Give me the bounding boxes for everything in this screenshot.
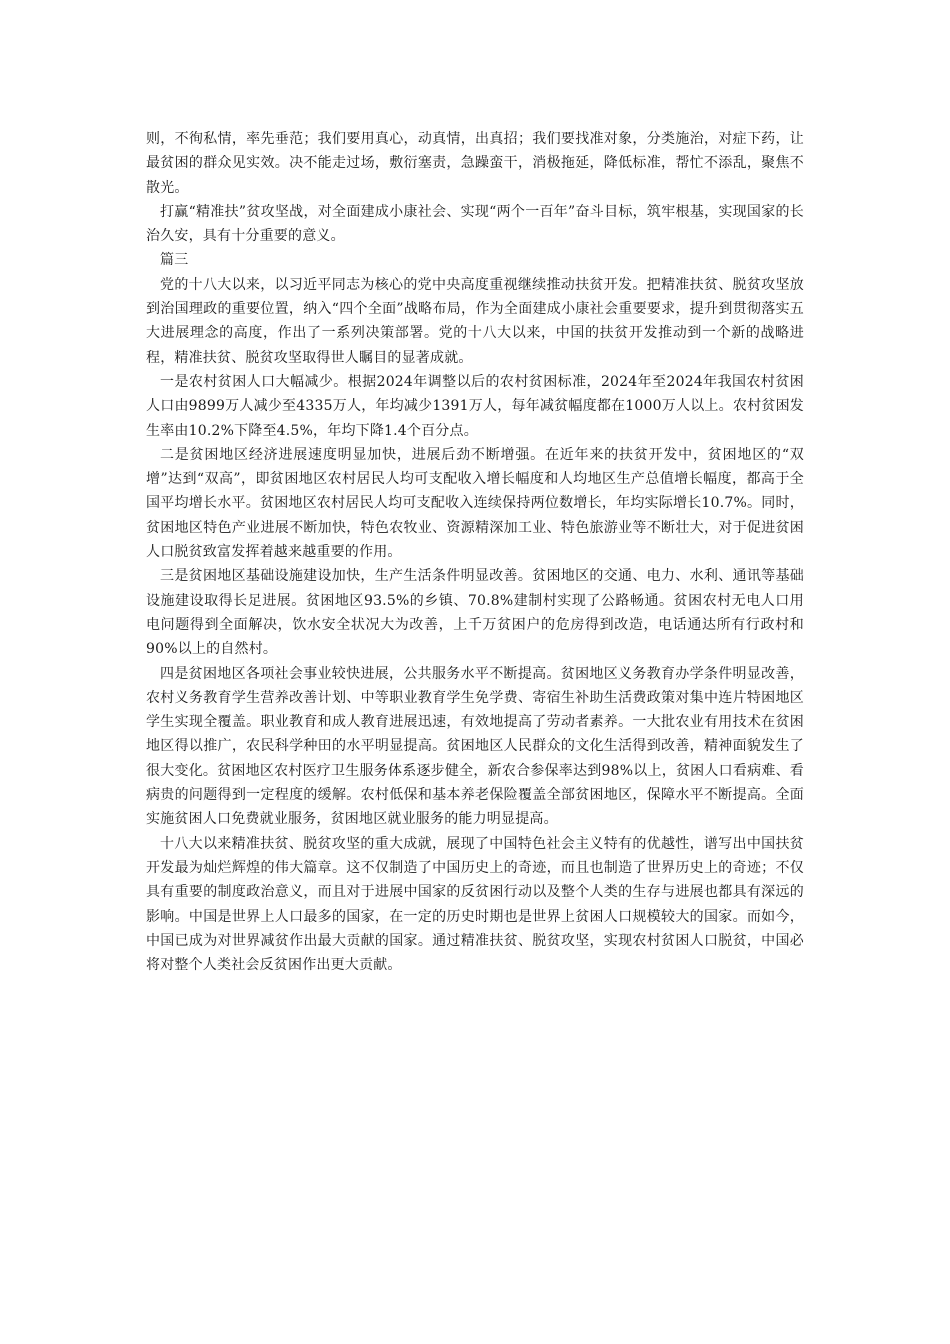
paragraph-continuation: 则，不徇私情，率先垂范；我们要用真心，动真情，出真招；我们要找准对象，分类施治，对症下药，让最贫困的群众见实效。决不能走过场，敷衍塞责，急躁蛮干，消极拖延，降低标准，帮忙不添乱，聚焦不散光。: [146, 131, 804, 196]
paragraph-point-four: 四是贫困地区各项社会事业较快进展，公共服务水平不断提高。贫困地区义务教育办学条件明显改善，农村义务教育学生营养改善计划、中等职业教育学生免学费、寄宿生补助生活费政策对集中连片特困地区学生实现全覆盖。职业教育和成人教育进展迅速，有效地提高了劳动者素养。一大批农业有用技术在贫困地区得以推广，农民科学种田的水平明显提高。贫困地区人民群众的文化生活得到改善，精神面貌发生了很大变化。贫困地区农村医疗卫生服务体系逐步健全，新农合参保率达到98%以上，贫困人口看病难、看病贵的问题得到一定程度的缓解。农村低保和基本养老保险覆盖全部贫困地区，保障水平不断提高。全面实施贫困人口免费就业服务，贫困地区就业服务的能力明显提高。: [146, 665, 804, 828]
paragraph-point-three: 三是贫困地区基础设施建设加快，生产生活条件明显改善。贫困地区的交通、电力、水利、通讯等基础设施建设取得长足进展。贫困地区93.5%的乡镇、70.8%建制村实现了公路畅通。贫困农村无电人口用电问题得到全面解决，饮水安全状况大为改善，上千万贫困户的危房得到改造，电话通达所有行政村和90%以上的自然村。: [146, 568, 804, 658]
paragraph-significance: 打赢“精准扶”贫攻坚战，对全面建成小康社会、实现“两个一百年”奋斗目标，筑牢根基，实现国家的长治久安，具有十分重要的意义。: [146, 203, 804, 245]
paragraph-conclusion: 十八大以来精准扶贫、脱贫攻坚的重大成就，展现了中国特色社会主义特有的优越性，谱写出中国扶贫开发最为灿烂辉煌的伟大篇章。这不仅制造了中国历史上的奇迹，而且也制造了世界历史上的奇迹；不仅具有重要的制度政治意义，而且对于进展中国家的反贫困行动以及整个人类的生存与进展也都具有深远的影响。中国是世界上人口最多的国家，在一定的历史时期也是世界上贫困人口规模较大的国家。而如今，中国已成为对世界减贫作出最大贡献的国家。通过精准扶贫、脱贫攻坚，实现农村贫困人口脱贫，中国必将对整个人类社会反贫困作出更大贡献。: [146, 835, 804, 974]
paragraph-point-two: 二是贫困地区经济进展速度明显加快，进展后劲不断增强。在近年来的扶贫开发中，贫困地区的“双增”达到“双高”，即贫困地区农村居民人均可支配收入增长幅度和人均地区生产总值增长幅度，都高于全国平均增长水平。贫困地区农村居民人均可支配收入连续保持两位数增长，年均实际增长10.7%。同时，贫困地区特色产业进展不断加快，特色农牧业、资源精深加工业、特色旅游业等不断壮大，对于促进贫困人口脱贫致富发挥着越来越重要的作用。: [146, 446, 804, 561]
paragraph-intro: 党的十八大以来，以习近平同志为核心的党中央高度重视继续推动扶贫开发。把精准扶贫、脱贫攻坚放到治国理政的重要位置，纳入“四个全面”战略布局，作为全面建成小康社会重要要求，提升到贯彻落实五大进展理念的高度，作出了一系列决策部署。党的十八大以来，中国的扶贫开发推动到一个新的战略进程，精准扶贫、脱贫攻坚取得世人瞩目的显著成就。: [146, 276, 804, 366]
section-heading: 篇三: [160, 252, 189, 269]
paragraph-point-one: 一是农村贫困人口大幅减少。根据2024年调整以后的农村贫困标准，2024年至2024年我国农村贫困人口由9899万人减少至4335万人，年均减少1391万人，每年减贫幅度都在1000万人以上。农村贫困发生率由10.2%下降至4.5%，年均下降1.4个百分点。: [146, 373, 804, 439]
document-body: [146, 127, 804, 977]
